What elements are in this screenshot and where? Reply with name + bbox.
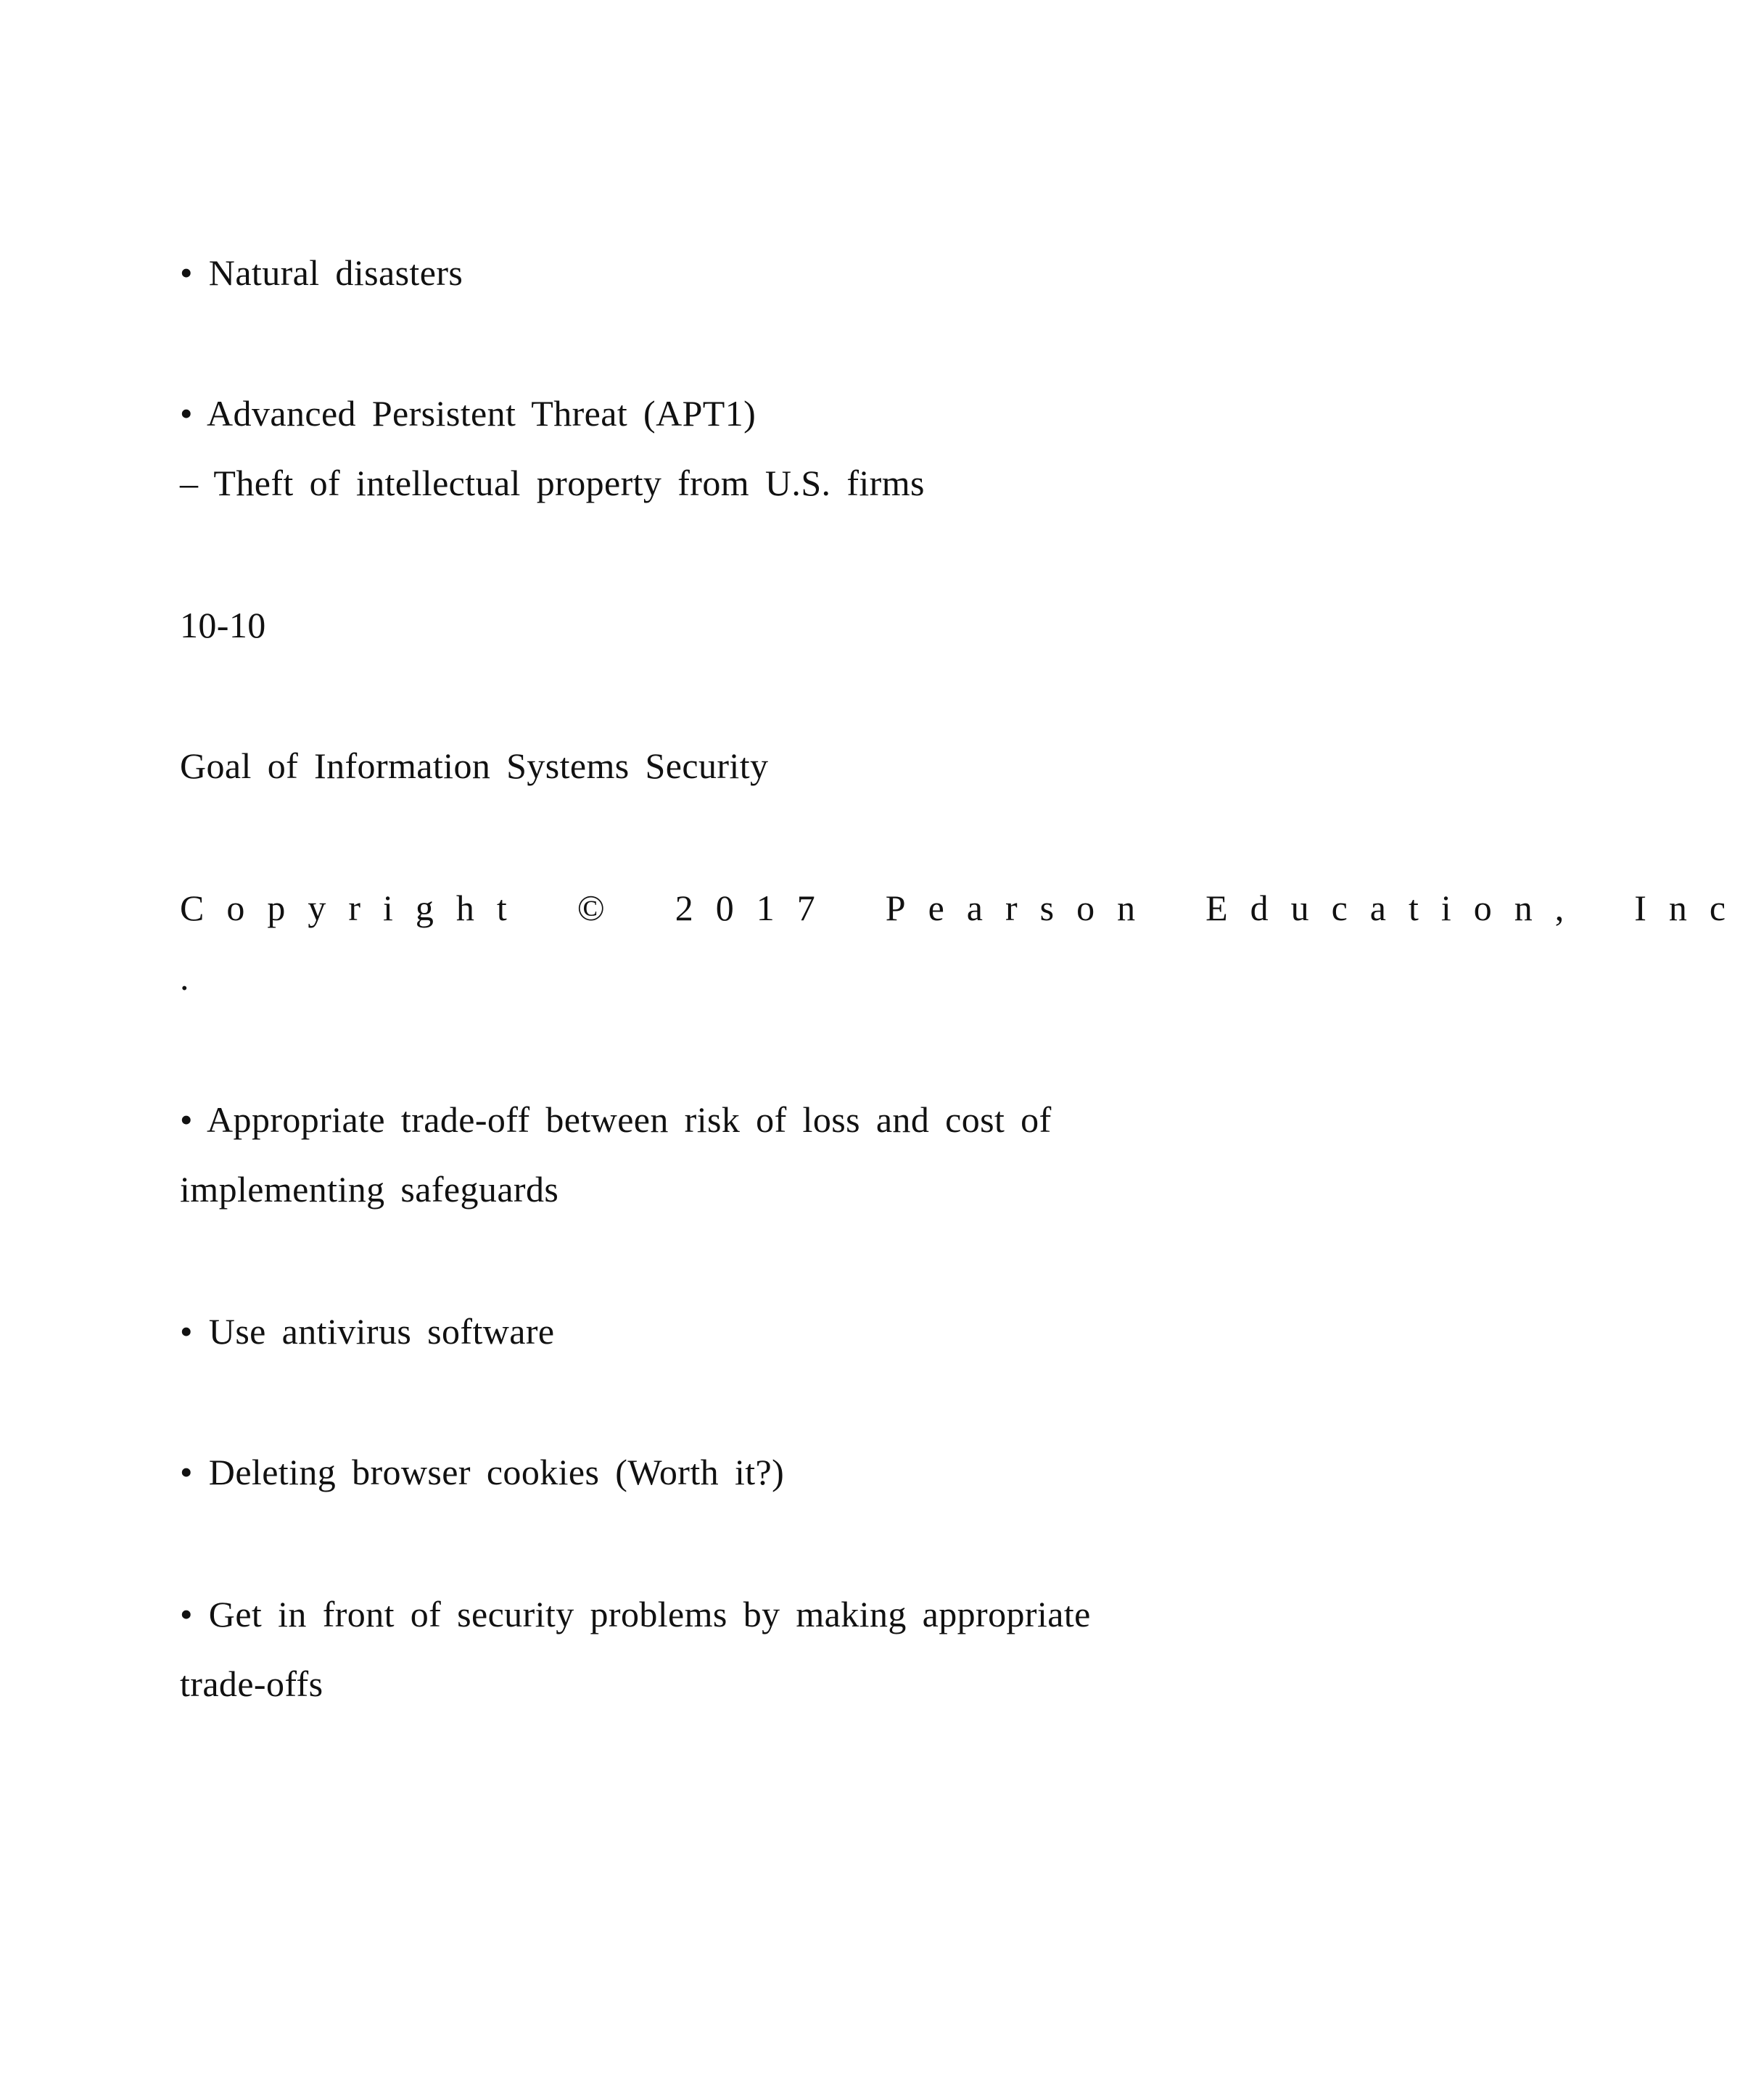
slide-title: Goal of Information Systems Security — [180, 745, 769, 786]
sub-bullet-theft: – Theft of intellectual property from U.S. firms — [180, 463, 925, 503]
bullet-get-in-front-line1: • Get in front of security problems by making appropriate — [180, 1594, 1091, 1634]
bullet-tradeoff-line1: • Appropriate trade-off between risk of loss and cost of — [180, 1099, 1052, 1140]
slide-number: 10-10 — [180, 605, 266, 645]
bullet-get-in-front-line2: trade-offs — [180, 1663, 323, 1704]
bullet-tradeoff-line2: implementing safeguards — [180, 1169, 559, 1210]
copyright-notice: Copyright © 2017 Pearson Education, Inc — [180, 888, 1748, 928]
bullet-deleting-cookies: • Deleting browser cookies (Worth it?) — [180, 1452, 785, 1492]
bullet-natural-disasters: • Natural disasters — [180, 252, 463, 293]
bullet-advanced-persistent-threat: • Advanced Persistent Threat (APT1) — [180, 393, 756, 434]
copyright-period: . — [180, 957, 189, 998]
bullet-antivirus: • Use antivirus software — [180, 1311, 555, 1352]
